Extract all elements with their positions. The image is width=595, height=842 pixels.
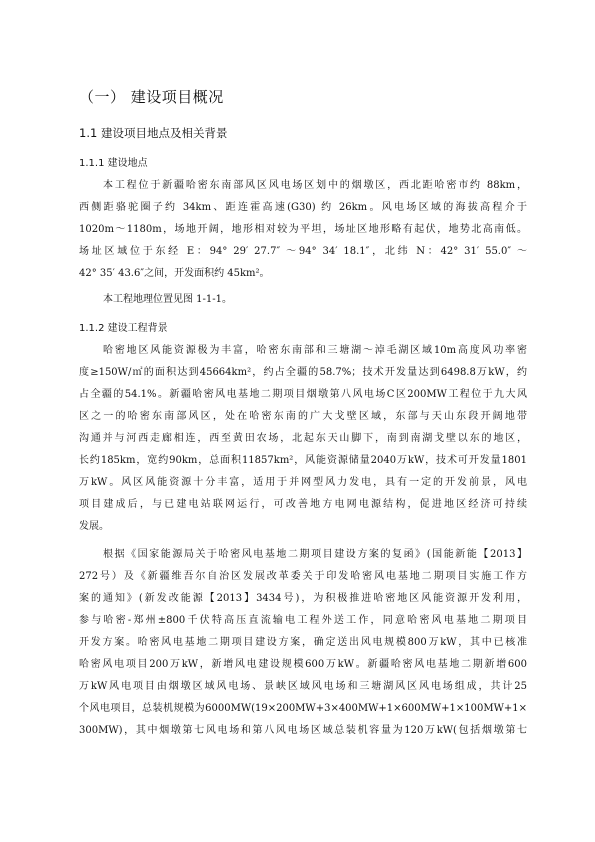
paragraph-line: 案的通知》(新发改能源【2013】3434号)，为积极推进哈密地区风能资源开发利用， — [79, 593, 527, 604]
paragraph-line: 开发方案。哈密风电基地二期项目建设方案，确定送出风电规模800万kW，其中已核准 — [79, 637, 527, 648]
paragraph-line: 长约185km，宽约90km，总面积11857km²，风能资源储量2040万kW，技术可开发量1801 — [79, 455, 527, 466]
section-heading-1-1-2: 1.1.2 建设工程背景 — [79, 323, 168, 334]
paragraph-line: 万kW风电项目由烟墩区域风电场、景峡区域风电场和三塘湖风区风电场组成，共计25 — [79, 681, 527, 692]
paragraph-background — [79, 340, 527, 538]
paragraph-line: 本工程地理位置见图 1-1-1。 — [103, 294, 233, 305]
paragraph-line: 沟通并与河西走廊相连，西至黄田农场，北起东天山脚下，南到南湖戈壁以东的地区， — [79, 433, 527, 444]
paragraph-line: 度≥150W/㎡的面积达到45664km²，约占全疆的58.7%；技术开发量达到6498.8万kW，约 — [79, 367, 527, 378]
paragraph-line: 272号）及《新疆维吾尔自治区发展改革委关于印发哈密风电基地二期项目实施工作方 — [79, 571, 527, 582]
paragraph-policy — [79, 544, 527, 742]
section-heading-1-1: 1.1 建设项目地点及相关背景 — [79, 126, 228, 140]
paragraph-line: 哈密地区风能资源极为丰富，哈密东南部和三塘湖～淖毛湖区域10m高度风功率密 — [103, 345, 527, 356]
paragraph-line: 区之一的哈密东南部风区，处在哈密东南的广大戈壁区域，东部与天山东段开阔地带 — [79, 411, 527, 422]
paragraph-line: 300MW)，其中烟墩第七风电场和第八风电场区域总装机容量为120万kW(包括烟墩第七 — [79, 725, 527, 736]
paragraph-line: 1020m～1180m，场地开阔，地形相对较为平坦，场址区地形略有起伏，地势北高南低。 — [79, 224, 527, 235]
paragraph-line: 场址区域位于东经 E：94° 29′ 27.7″ ～94° 34′ 18.1″，北纬 N：42° 31′ 55.0″ ～ — [79, 246, 527, 257]
paragraph-figure-ref — [79, 289, 527, 311]
paragraph-line: 参与哈密-郑州±800千伏特高压直流输电工程外送工作，同意哈密风电基地二期项目 — [79, 615, 527, 626]
paragraph-line: 哈密风电项目200万kW，新增风电建设规模600万kW。新疆哈密风电基地二期新增600 — [79, 659, 527, 670]
paragraph-line: 本工程位于新疆哈密东南部风区风电场区划中的烟墩区，西北距哈密市约 88km， — [103, 180, 527, 191]
paragraph-line: 发展。 — [79, 521, 109, 532]
paragraph-line: 根据《国家能源局关于哈密风电基地二期项目建设方案的复函》(国能新能【2013】 — [103, 549, 527, 560]
paragraph-line: 项目建成后，与已建电站联网运行，可改善地方电网电源结构，促进地区经济可持续 — [79, 499, 527, 510]
paragraph-line: 42° 35′ 43.6″之间，开发面积约 45km²。 — [79, 268, 270, 279]
paragraph-line: 个风电项目，总装机规模为6000MW(19×200MW+3×400MW+1×600MW+1×100MW+1× — [79, 703, 527, 714]
section-heading-1-1-1: 1.1.1 建设地点 — [79, 158, 148, 169]
paragraph-line: 占全疆的54.1%。新疆哈密风电基地二期项目烟墩第八风电场C区200MW工程位于九大风 — [79, 389, 527, 400]
paragraph-line: 万kW。风区风能资源十分丰富，适用于并网型风力发电，具有一定的开发前景，风电 — [79, 477, 527, 488]
chapter-heading: （一） 建设项目概况 — [79, 88, 224, 106]
paragraph-line: 西侧距骆驼圈子约 34km、距连霍高速(G30) 约 26km。风电场区域的海拔高程介于 — [79, 202, 527, 213]
paragraph-location — [79, 175, 527, 285]
